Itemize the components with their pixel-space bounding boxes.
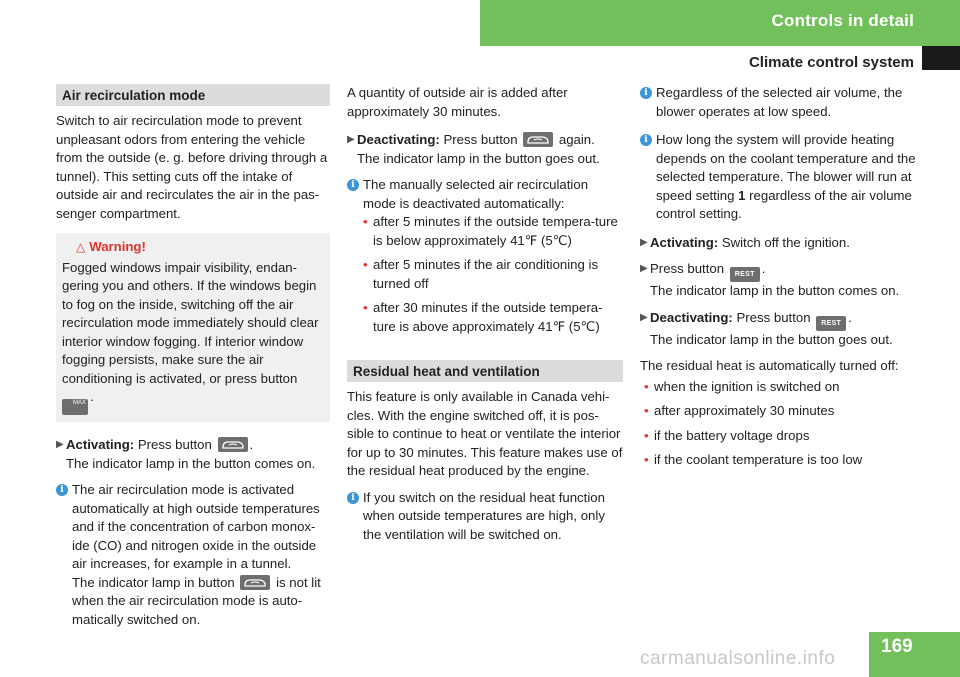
warning-triangle-icon: △: [76, 240, 86, 254]
rest-button-icon: REST: [730, 267, 760, 282]
press-rest-step: ▶ Press button REST . The indicator lamp in the button comes on.: [640, 260, 918, 301]
activating-step: ▶ Activating: Press button . The indicator lamp in the button comes on.: [56, 436, 330, 473]
subsection-title: Climate control system: [748, 54, 914, 71]
info-icon: i: [347, 492, 359, 504]
list-item: • after 5 minutes if the outside tempera-ture is below approximately 41℉ (5℃): [363, 213, 623, 250]
outside-air-text: A quantity of outside air is added after approximately 30 minutes.: [347, 85, 568, 119]
press-result: The indicator lamp in the button comes on.: [650, 283, 900, 298]
warning-box: [56, 233, 330, 422]
deactivating-result: The indicator lamp in the button goes out.: [357, 150, 600, 166]
note-manual-deactivation: i The manually selected air recirculation mode is deactivated automatically:: [347, 176, 623, 213]
list-item: • after 30 minutes if the outside tempera-ture is above approximately 41℉ (5℃): [363, 299, 623, 336]
auto-off-conditions-list: [640, 378, 918, 470]
activating-result: The indicator lamp in the button comes on.: [66, 455, 316, 471]
activating-label: Activating:: [650, 234, 719, 250]
deactivating-step: ▶ Deactivating: Press button REST . The indicator lamp in the button goes out.: [640, 309, 918, 350]
air-recirculation-intro: Switch to air recirculation mode to prevent unpleasant odors from entering the vehicle from the outside (e. g. before driving through a tunnel). This setting cuts off the intake of outside air and recirculates the air in the pas-senger compartment.: [56, 113, 328, 221]
warning-text: Fogged windows impair visibility, endan-gering you and others. If the windows begin to fog on the inside, switching off the air recirculation mode immediately should clear interior window fogging. If interior window fogging persists, make sure the air conditioning is activated, or press button MAX .: [62, 259, 324, 416]
residual-heat-intro: This feature is only available in Canada vehi-cles. With the engine switched off, it is pos-sible to continue to heat or ventilate the interior for up to 30 minutes. This feature makes use of the residual heat produced by the engine.: [347, 389, 623, 478]
deactivation-conditions-list: [347, 213, 623, 336]
list-item: • if the coolant temperature is too low: [644, 451, 918, 470]
note-indicator-lamp: The indicator lamp in button is not lit when the air recirculation mode is auto-matically switched on.: [72, 574, 321, 627]
rest-button-icon: REST: [816, 316, 846, 331]
recirculation-button-icon: [523, 132, 553, 147]
step-arrow-icon: ▶: [347, 134, 355, 145]
recirculation-button-icon: [240, 575, 270, 590]
max-defrost-button-icon: MAX: [62, 399, 88, 415]
section-heading-air-recirculation: Air recirculation mode: [56, 84, 330, 106]
deactivating-label: Deactivating:: [357, 132, 440, 147]
list-item: • after approximately 30 minutes: [644, 402, 918, 421]
watermark: carmanualsonline.info: [640, 648, 836, 669]
header-corner-marker: [922, 46, 960, 70]
list-item: • after 5 minutes if the air conditioning is turned off: [363, 256, 623, 293]
note-residual-ventilation: i If you switch on the residual heat function when outside temperatures are high, only the ventilation will be switched on.: [347, 489, 623, 545]
column-left: [56, 84, 330, 629]
section-heading-residual-heat: Residual heat and ventilation: [347, 360, 623, 382]
column-middle: [347, 84, 623, 544]
step-arrow-icon: ▶: [56, 439, 64, 450]
step-arrow-icon: ▶: [640, 236, 648, 248]
info-icon: i: [640, 134, 652, 146]
activating-step: ▶ Activating: Switch off the ignition.: [640, 234, 918, 253]
note-blower-speed: i Regardless of the selected air volume, the blower operates at low speed.: [640, 84, 918, 121]
deactivating-step: ▶ Deactivating: Press button again. The indicator lamp in the button goes out.: [347, 131, 623, 168]
step-arrow-icon: ▶: [640, 311, 648, 323]
deactivating-result: The indicator lamp in the button goes out.: [650, 331, 893, 347]
activating-label: Activating:: [66, 437, 135, 452]
info-icon: i: [347, 179, 359, 191]
page-number: 169: [881, 636, 913, 657]
list-item: • when the ignition is switched on: [644, 378, 918, 397]
step-arrow-icon: ▶: [640, 263, 648, 274]
recirculation-button-icon: [218, 437, 248, 452]
note-heating-duration: i How long the system will provide heating depends on the coolant temperature and the selected temperature. The blower will run at speed setting 1 regardless of the air volume control setting.: [640, 131, 918, 224]
note-auto-activation: i The air recirculation mode is activated automatically at high outside temperatures and if the concentration of carbon monox-ide (CO) and nitrogen oxide in the outside air increases, for example in a tunnel.: [56, 481, 330, 574]
info-icon: i: [56, 484, 68, 496]
section-title: Controls in detail: [771, 11, 914, 30]
column-right: [640, 84, 918, 476]
warning-title: [62, 238, 324, 257]
auto-off-intro: The residual heat is automatically turned off:: [640, 358, 899, 373]
list-item: • if the battery voltage drops: [644, 427, 918, 446]
info-icon: i: [640, 87, 652, 99]
warning-title-text: Warning!: [89, 239, 146, 254]
deactivating-label: Deactivating:: [650, 309, 733, 325]
